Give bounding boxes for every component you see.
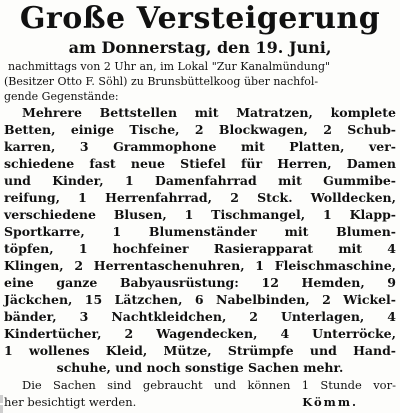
intro-line: (Besitzer Otto F. Söhl) zu Brunsbüttelkoog über nachfol- xyxy=(4,75,319,88)
item-line: Sportkarre, 1 Blumenständer mit Blumen- xyxy=(4,224,396,239)
item-line: töpfen, 1 hochfeiner Rasierapparat mit 4 xyxy=(4,241,396,256)
footer-line: Die Sachen sind gebraucht und können 1 Stunde vor- xyxy=(22,378,396,392)
notice-headline: Große Versteigerung xyxy=(19,1,381,36)
item-line: Jäckchen, 15 Lätzchen, 6 Nabelbinden, 2 Wickel- xyxy=(4,292,396,307)
item-line: 1 wollenes Kleid, Mütze, Strümpfe und Hand- xyxy=(4,343,396,358)
item-line: schuhe, und noch sonstige Sachen mehr. xyxy=(56,360,344,375)
item-line: verschiedene Blusen, 1 Tischmangel, 1 Klapp- xyxy=(4,207,396,222)
item-line: Mehrere Bettstellen mit Matratzen, komplete xyxy=(22,105,396,120)
intro-line: gende Gegenstände: xyxy=(4,90,119,103)
notice-dateline: am Donnerstag, den 19. Juni, xyxy=(68,38,332,57)
item-line: Klingen, 2 Herrentaschenuhren, 1 Fleischmaschine, xyxy=(4,258,396,273)
footer-line: her besichtigt werden. xyxy=(4,395,137,409)
margin-mark xyxy=(0,405,3,413)
auctioneer-signature: Kömm. xyxy=(302,395,358,409)
margin-mark xyxy=(0,395,3,403)
item-line: Kindertücher, 2 Wagendecken, 4 Unterröcke, xyxy=(4,326,396,341)
item-line: bänder, 3 Nachtkleidchen, 2 Unterlagen, 4 xyxy=(4,309,396,324)
item-line: Betten, einige Tische, 2 Blockwagen, 2 Schub- xyxy=(4,122,396,137)
item-line: schiedene fast neue Stiefel für Herren, Damen xyxy=(4,156,396,171)
item-line: und Kinder, 1 Damenfahrrad mit Gummibe- xyxy=(4,173,396,188)
item-line: eine ganze Babyausrüstung: 12 Hemden, 9 xyxy=(4,275,396,290)
intro-line: nachmittags von 2 Uhr an, im Lokal "Zur Kanalmündung" xyxy=(8,60,331,73)
item-line: reifung, 1 Herrenfahrrad, 2 Stck. Wolldecken, xyxy=(4,190,396,205)
item-line: karren, 3 Grammophone mit Platten, ver- xyxy=(4,139,396,154)
